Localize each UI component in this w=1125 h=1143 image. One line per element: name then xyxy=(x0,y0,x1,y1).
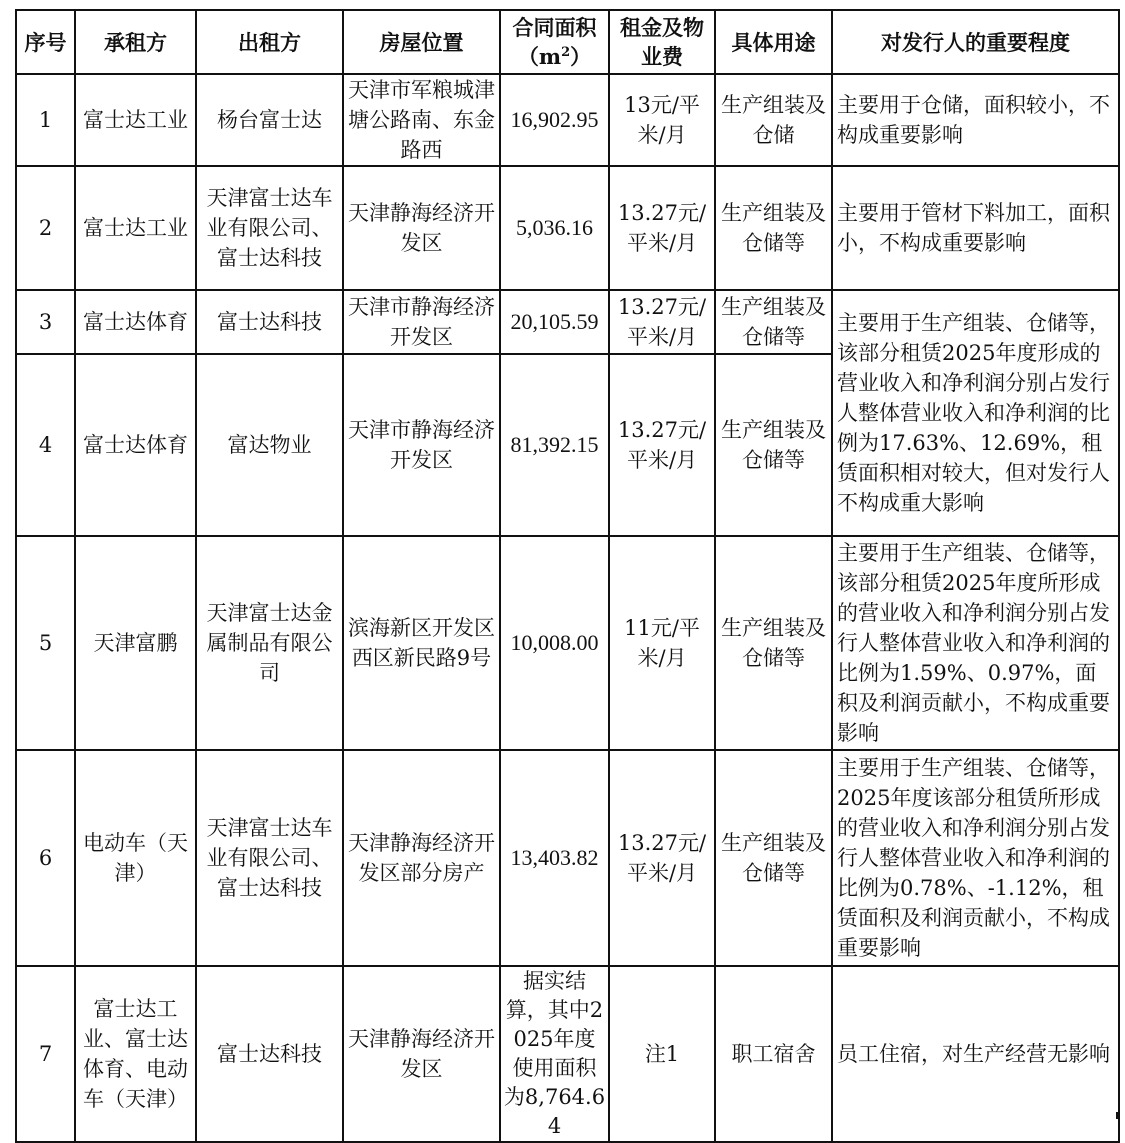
cell-seq: 6 xyxy=(16,750,75,966)
cell-lessee: 富士达工业 xyxy=(75,74,196,166)
cell-lessor: 天津富士达金属制品有限公司 xyxy=(196,536,343,750)
cell-area: 16,902.95 xyxy=(500,74,609,166)
cell-location: 天津静海经济开发区 xyxy=(343,966,500,1142)
cell-usage: 职工宿舍 xyxy=(715,966,832,1142)
cell-location: 天津市军粮城津塘公路南、东金路西 xyxy=(343,74,500,166)
cell-lessee: 天津富鹏 xyxy=(75,536,196,750)
table-row xyxy=(16,166,1119,290)
header-area-unit-sup: 2 xyxy=(561,45,571,60)
cell-lessor: 富士达科技 xyxy=(196,290,343,354)
cell-rent: 13.27元/平米/月 xyxy=(609,290,715,354)
cell-usage: 生产组装及仓储等 xyxy=(715,354,832,536)
table-row xyxy=(16,290,1119,354)
cell-rent: 13.27元/平米/月 xyxy=(609,166,715,290)
header-area-unit-close: ） xyxy=(570,44,592,69)
header-row xyxy=(16,10,1119,74)
cell-importance: 主要用于管材下料加工，面积小，不构成重要影响 xyxy=(832,166,1119,290)
cell-usage: 生产组装及仓储等 xyxy=(715,290,832,354)
table-continuation-edge xyxy=(15,1112,1118,1119)
cell-seq: 2 xyxy=(16,166,75,290)
cell-importance-merged: 主要用于生产组装、仓储等，该部分租赁2025年度形成的营业收入和净利润分别占发行人整体营业收入和净利润的比例为17.63%、12.69%，租赁面积相对较大，但对发行人不构成重大影响 xyxy=(832,290,1119,536)
table-row xyxy=(16,750,1119,966)
cell-rent: 13.27元/平米/月 xyxy=(609,354,715,536)
cell-usage: 生产组装及仓储等 xyxy=(715,166,832,290)
cell-area: 10,008.00 xyxy=(500,536,609,750)
cell-location: 天津市静海经济开发区 xyxy=(343,290,500,354)
cell-importance: 主要用于仓储，面积较小，不构成重要影响 xyxy=(832,74,1119,166)
cell-location: 天津静海经济开发区 xyxy=(343,166,500,290)
header-seq: 序号 xyxy=(16,10,75,74)
cell-lessee: 富士达工业、富士达体育、电动车（天津） xyxy=(75,966,196,1142)
header-importance: 对发行人的重要程度 xyxy=(832,10,1119,74)
cell-seq: 1 xyxy=(16,74,75,166)
header-area xyxy=(500,10,609,74)
cell-lessee: 富士达体育 xyxy=(75,354,196,536)
cell-lessee: 富士达体育 xyxy=(75,290,196,354)
cell-area: 13,403.82 xyxy=(500,750,609,966)
table-row xyxy=(16,74,1119,166)
cell-usage: 生产组装及仓储等 xyxy=(715,750,832,966)
cell-lessee: 富士达工业 xyxy=(75,166,196,290)
cell-importance: 主要用于生产组装、仓储等，该部分租赁2025年度所形成的营业收入和净利润分别占发行人整体营业收入和净利润的比例为1.59%、0.97%，面积及利润贡献小，不构成重要影响 xyxy=(832,536,1119,750)
cell-area: 81,392.15 xyxy=(500,354,609,536)
header-lessee: 承租方 xyxy=(75,10,196,74)
cell-area: 5,036.16 xyxy=(500,166,609,290)
cell-rent: 注1 xyxy=(609,966,715,1142)
cell-rent: 13元/平米/月 xyxy=(609,74,715,166)
cell-usage: 生产组装及仓储等 xyxy=(715,536,832,750)
header-location: 房屋位置 xyxy=(343,10,500,74)
header-area-unit-open: （m xyxy=(517,44,562,69)
header-area-label: 合同面积 xyxy=(512,15,597,40)
cell-usage: 生产组装及仓储 xyxy=(715,74,832,166)
cell-seq: 7 xyxy=(16,966,75,1142)
cell-importance: 主要用于生产组装、仓储等，2025年度该部分租赁所形成的营业收入和净利润分别占发行人整体营业收入和净利润的比例为0.78%、-1.12%，租赁面积及利润贡献小，不构成重要影响 xyxy=(832,750,1119,966)
header-usage: 具体用途 xyxy=(715,10,832,74)
cell-location: 天津市静海经济开发区 xyxy=(343,354,500,536)
cell-location: 滨海新区开发区西区新民路9号 xyxy=(343,536,500,750)
table-row xyxy=(16,536,1119,750)
cell-lessor: 天津富士达车业有限公司、富士达科技 xyxy=(196,750,343,966)
cell-importance: 员工住宿，对生产经营无影响 xyxy=(832,966,1119,1142)
cell-seq: 5 xyxy=(16,536,75,750)
cell-lessor: 天津富士达车业有限公司、富士达科技 xyxy=(196,166,343,290)
lease-table xyxy=(15,9,1120,1143)
cell-rent: 13.27元/平米/月 xyxy=(609,750,715,966)
cell-lessor: 富士达科技 xyxy=(196,966,343,1142)
cell-location: 天津静海经济开发区部分房产 xyxy=(343,750,500,966)
cell-seq: 4 xyxy=(16,354,75,536)
cell-rent: 11元/平米/月 xyxy=(609,536,715,750)
header-lessor: 出租方 xyxy=(196,10,343,74)
cell-lessor: 杨台富士达 xyxy=(196,74,343,166)
cell-lessor: 富达物业 xyxy=(196,354,343,536)
cell-area: 20,105.59 xyxy=(500,290,609,354)
cell-area: 据实结算，其中2025年度使用面积为8,764.64 xyxy=(500,966,609,1142)
cell-lessee: 电动车（天津） xyxy=(75,750,196,966)
cell-seq: 3 xyxy=(16,290,75,354)
header-rent: 租金及物业费 xyxy=(609,10,715,74)
